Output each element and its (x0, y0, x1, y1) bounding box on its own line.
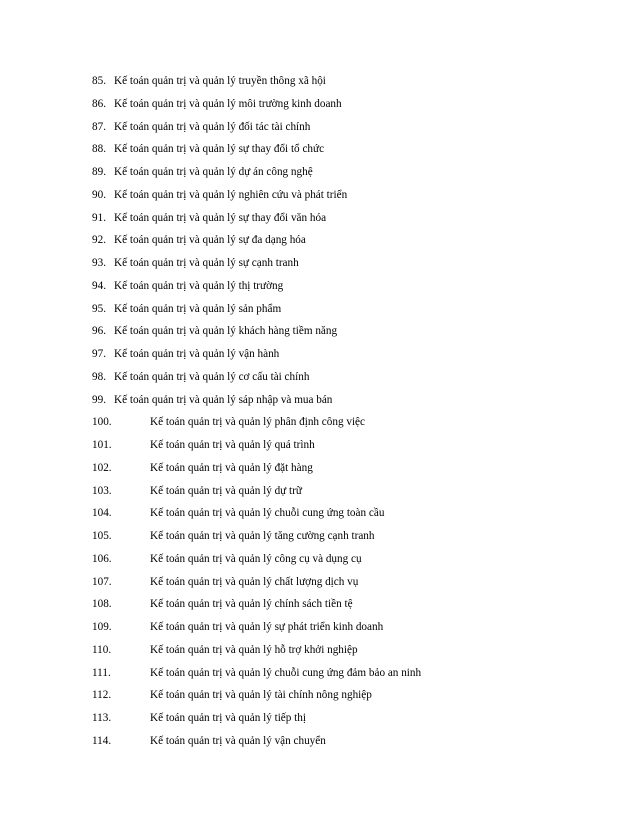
list-item-number: 89. (92, 166, 106, 178)
list-item (92, 483, 421, 506)
list-item (92, 710, 421, 733)
list-item-number: 107. (92, 575, 112, 588)
list-item (92, 141, 421, 164)
list-item-number: 90. (92, 188, 106, 201)
list-item-text: Kế toán quản trị và quản lý vận chuyển (150, 734, 326, 747)
list-item-text: Kế toán quản trị và quản lý chuỗi cung ứng toàn cầu (150, 507, 385, 520)
list-item-number: 92. (92, 234, 106, 247)
list-item-number: 100. (92, 416, 112, 429)
list-item-text: Kế toán quản trị và quản lý truyền thông xã hội (114, 75, 326, 87)
list-item-text: Kế toán quản trị và quản lý dự án công nghệ (114, 166, 313, 178)
list-item-text: Kế toán quản trị và quản lý phân định công việc (150, 416, 365, 429)
list-item-number: 113. (92, 712, 112, 724)
list-item-text: Kế toán quản trị và quản lý dự trữ (150, 484, 302, 497)
list-item-number: 106. (92, 552, 112, 565)
list-item-number: 101. (92, 439, 112, 451)
list-item (92, 210, 421, 233)
list-item (92, 665, 421, 688)
list-item-text: Kế toán quản trị và quản lý sáp nhập và mua bán (114, 393, 333, 406)
list-item-number: 108. (92, 598, 112, 611)
list-item (92, 96, 421, 119)
list-item-number: 85. (92, 75, 106, 87)
list-item-text: Kế toán quản trị và quản lý sự phát triển kinh doanh (150, 621, 384, 633)
list-item-text: Kế toán quản trị và quản lý chính sách tiền tệ (150, 598, 353, 611)
list-item-text: Kế toán quản trị và quản lý chuỗi cung ứng đảm bảo an ninh (150, 666, 422, 679)
list-item-number: 91. (92, 211, 106, 224)
list-item-number: 94. (92, 279, 106, 292)
list-item (92, 278, 421, 301)
list-item-number: 112. (92, 689, 112, 702)
list-item-text: Kế toán quản trị và quản lý tiếp thị (150, 712, 306, 724)
list-item-number: 98. (92, 370, 106, 383)
list-item-number: 86. (92, 97, 106, 110)
list-item (92, 164, 421, 187)
list-item (92, 437, 421, 460)
list-item (92, 505, 421, 528)
list-item-text: Kế toán quản trị và quản lý sự thay đổi tổ chức (114, 143, 325, 156)
list-item (92, 232, 421, 255)
list-item (92, 460, 421, 483)
list-item-text: Kế toán quản trị và quản lý sự đa dạng hóa (114, 234, 306, 247)
list-item-number: 97. (92, 348, 106, 360)
list-item-text: Kế toán quản trị và quản lý cơ cấu tài chính (114, 370, 310, 383)
list-item (92, 369, 421, 392)
list-item-text: Kế toán quản trị và quản lý đối tác tài chính (114, 120, 311, 133)
list-item (92, 323, 421, 346)
list-item-number: 103. (92, 484, 112, 497)
list-item (92, 551, 421, 574)
list-item-number: 88. (92, 143, 106, 156)
list-item-number: 95. (92, 302, 106, 315)
list-item-text: Kế toán quản trị và quản lý khách hàng tiềm năng (114, 325, 338, 338)
list-item-text: Kế toán quản trị và quản lý sản phẩm (114, 302, 282, 315)
list-item-text: Kế toán quản trị và quản lý tăng cường cạnh tranh (150, 530, 375, 542)
list-item-text: Kế toán quản trị và quản lý đặt hàng (150, 461, 313, 474)
list-item (92, 301, 421, 324)
list-item-number: 96. (92, 325, 106, 338)
list-item-number: 102. (92, 461, 112, 474)
list-item (92, 574, 421, 597)
list-item-text: Kế toán quản trị và quản lý công cụ và dụng cụ (150, 552, 362, 565)
list-item-text: Kế toán quản trị và quản lý vận hành (114, 348, 280, 360)
list-item-text: Kế toán quản trị và quản lý quá trình (150, 439, 315, 451)
list-item-text: Kế toán quản trị và quản lý môi trường kinh doanh (114, 97, 342, 110)
list-item-number: 105. (92, 530, 112, 542)
numbered-topic-list (92, 73, 421, 756)
list-item (92, 414, 421, 437)
list-item-number: 114. (92, 734, 112, 747)
list-item (92, 187, 421, 210)
list-item-text: Kế toán quản trị và quản lý chất lượng dịch vụ (150, 575, 359, 588)
list-item-number: 93. (92, 257, 106, 269)
list-item-number: 104. (92, 507, 112, 520)
list-item-text: Kế toán quản trị và quản lý tài chính nông nghiệp (150, 689, 372, 702)
list-item (92, 346, 421, 369)
list-item-number: 111. (92, 666, 111, 679)
list-item (92, 596, 421, 619)
list-item-text: Kế toán quản trị và quản lý nghiên cứu và phát triển (114, 188, 348, 201)
list-item (92, 73, 421, 96)
list-item (92, 642, 421, 665)
list-item-text: Kế toán quản trị và quản lý hỗ trợ khởi nghiệp (150, 643, 358, 656)
list-item-number: 109. (92, 621, 112, 633)
list-item-text: Kế toán quản trị và quản lý sự cạnh tranh (114, 257, 299, 269)
list-item-text: Kế toán quản trị và quản lý thị trường (114, 279, 284, 292)
list-item (92, 619, 421, 642)
list-item-text: Kế toán quản trị và quản lý sự thay đổi văn hóa (114, 211, 327, 224)
list-item (92, 392, 421, 415)
list-item (92, 687, 421, 710)
list-item-number: 87. (92, 120, 106, 133)
list-item-number: 99. (92, 393, 106, 406)
list-item (92, 528, 421, 551)
list-item-number: 110. (92, 643, 112, 656)
list-item (92, 255, 421, 278)
list-item (92, 733, 421, 756)
list-item (92, 119, 421, 142)
